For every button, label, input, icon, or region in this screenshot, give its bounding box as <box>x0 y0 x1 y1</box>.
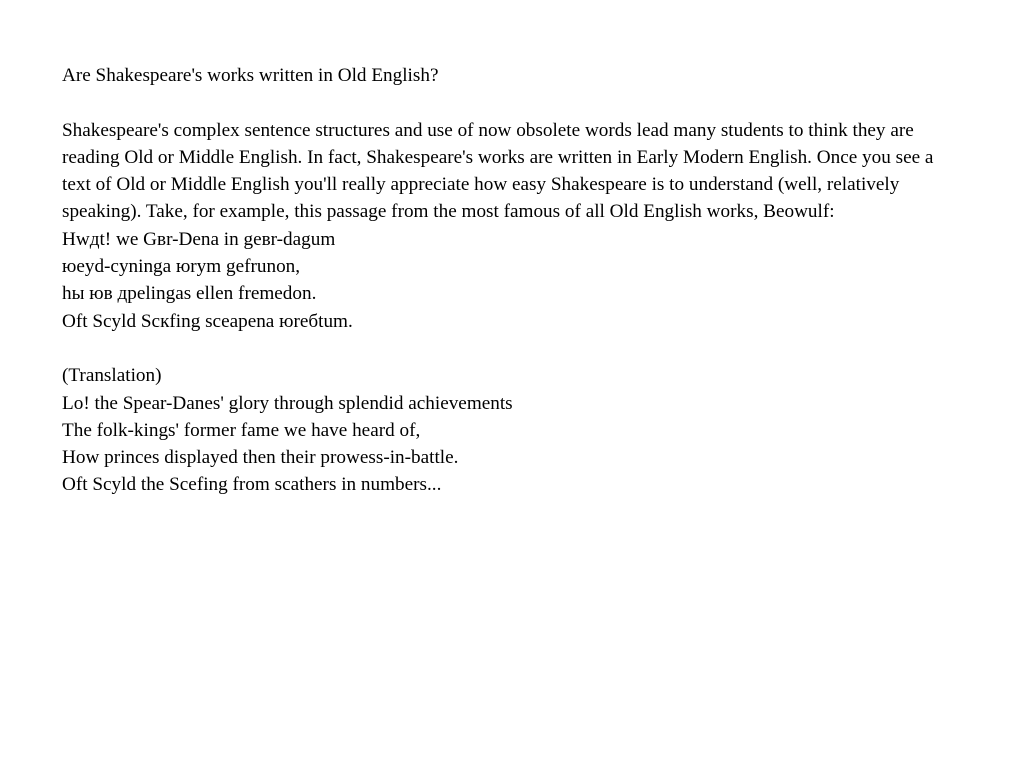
spacer <box>62 89 962 116</box>
old-english-line: Oft Scyld Scкfing sceapena юreбtum. <box>62 310 353 332</box>
intro-paragraph: Shakespeare's complex sentence structures and use of now obsolete words lead many students to think they are reading Old or Middle English. In fact, Shakespeare's works are written in Early Modern English. Once you see a text of Old or Middle English you'll really appreciate how easy Shakespeare is to understand (well, relatively speaking). Take, for example, this passage from the most famous of all Old English works, Beowulf: <box>62 119 934 223</box>
old-english-line: hы юв дpelingas ellen fremedon. <box>62 283 317 305</box>
old-english-line: Hwдt! we Gвr-Dena in geвr-dagum <box>62 228 336 250</box>
spacer <box>62 335 962 362</box>
question-heading: Are Shakespeare's works written in Old English? <box>62 65 439 86</box>
translation-line: Oft Scyld the Scefing from scathers in numbers... <box>62 474 442 496</box>
translation-heading: (Translation) <box>62 365 162 387</box>
translation-line: How princes displayed then their prowess-in-battle. <box>62 447 459 469</box>
translation-line: The folk-kings' former fame we have heard of, <box>62 419 421 441</box>
document-body <box>62 62 962 499</box>
old-english-line: юeyd-cyninga юrym gefrunon, <box>62 256 301 278</box>
translation-line: Lo! the Spear-Danes' glory through splendid achievements <box>62 392 513 414</box>
